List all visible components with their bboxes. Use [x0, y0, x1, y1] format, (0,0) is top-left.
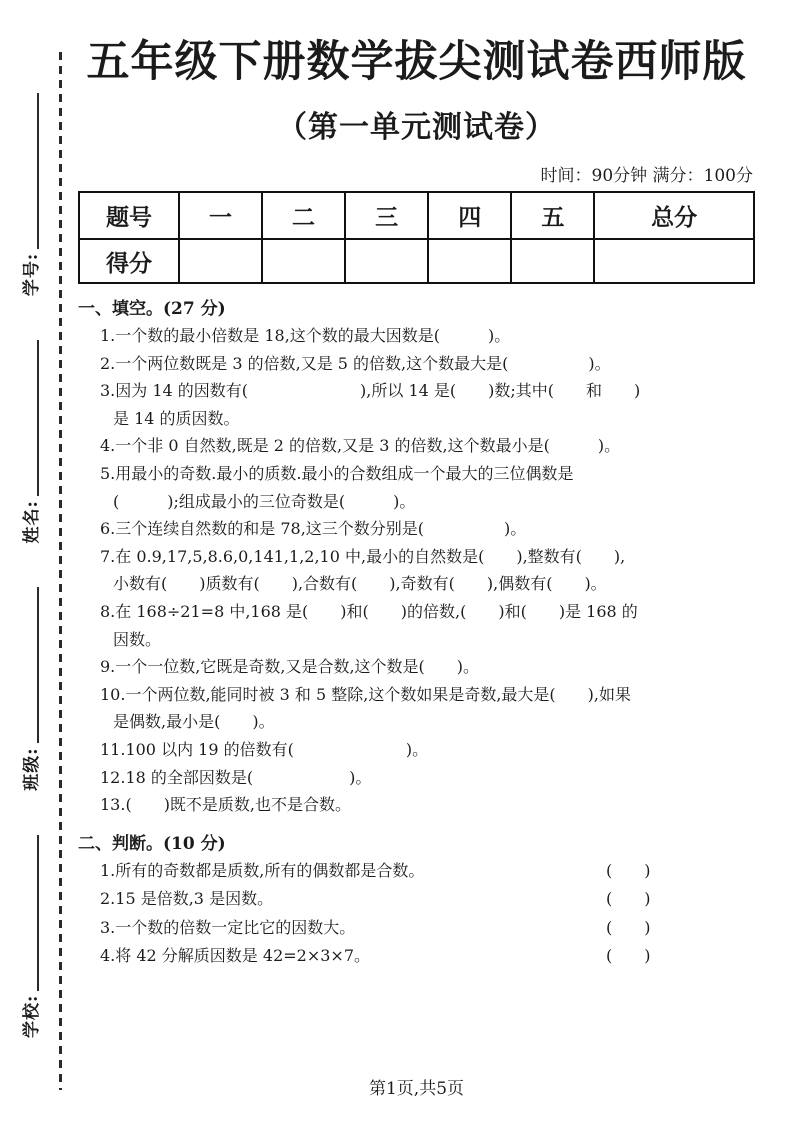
col-header-5: 五: [511, 192, 594, 239]
fill-question-5-cont: ( );组成最小的三位奇数是( )。: [113, 491, 416, 511]
score-table-score-row: [79, 239, 754, 283]
paper-subtitle: （第一单元测试卷）: [277, 110, 556, 145]
fill-question-1: 1.一个数的最小倍数是 18,这个数的最大因数是( )。: [100, 326, 511, 345]
fill-question-8-cont: 因数。: [113, 629, 162, 649]
fill-question-3-cont: 是 14 的质因数。: [113, 408, 240, 428]
fill-question-8: 8.在 168÷21=8 中,168 是( )和( )的倍数,( )和( )是 168 的: [100, 601, 638, 621]
class-label: 班级:: [21, 747, 42, 791]
name-label: 姓名:: [21, 500, 42, 544]
fill-question-3: 3.因为 14 的因数有( ),所以 14 是( )数;其中( 和 ): [100, 381, 641, 401]
school-fill-line: [37, 835, 39, 991]
judge-question-3: [100, 914, 755, 942]
fill-question-7-cont: 小数有( )质数有( ),合数有( ),奇数有( ),偶数有( )。: [113, 574, 607, 594]
judge-question-1: [100, 857, 755, 885]
section-fill-questions: [100, 322, 755, 819]
col-header-4: 四: [428, 192, 511, 239]
fill-question-10-cont: 是偶数,最小是( )。: [113, 712, 275, 732]
score-cell-4: [428, 239, 511, 283]
judge-question-2-answer-blank: ( ): [606, 889, 651, 909]
judge-question-3-answer-blank: ( ): [606, 917, 651, 937]
section-judge-heading: 二、判断。(10 分): [78, 833, 226, 854]
score-table-header-row: [79, 192, 754, 239]
fill-question-6: 6.三个连续自然数的和是 78,这三个数分别是( )。: [100, 519, 527, 539]
score-cell-3: [345, 239, 428, 283]
fill-question-5: 5.用最小的奇数.最小的质数.最小的合数组成一个最大的三位偶数是: [100, 463, 574, 483]
student-number-fill-line: [37, 93, 39, 249]
score-cell-5: [511, 239, 594, 283]
score-row-label: 得分: [79, 239, 179, 283]
judge-question-4-text: 4.将 42 分解质因数是 42=2×3×7。: [100, 945, 371, 965]
judge-question-2: [100, 885, 755, 913]
student-number-label: 学号:: [21, 252, 42, 297]
score-cell-1: [179, 239, 262, 283]
judge-question-1-answer-blank: ( ): [606, 860, 651, 880]
class-fill-line: [37, 587, 39, 743]
page-number-footer: 第1页,共5页: [368, 1079, 465, 1099]
col-header-total: 总分: [594, 192, 754, 239]
student-number-field: [17, 93, 42, 296]
score-cell-2: [262, 239, 345, 283]
name-fill-line: [37, 340, 39, 496]
judge-question-4: [100, 942, 755, 970]
paper-body: [78, 0, 755, 970]
question-number-header: 题号: [79, 192, 179, 239]
score-cell-total: [594, 239, 754, 283]
paper-title: 五年级下册数学拔尖测试卷西师版: [86, 37, 747, 87]
col-header-3: 三: [345, 192, 428, 239]
judge-question-1-text: 1.所有的奇数都是质数,所有的偶数都是合数。: [100, 860, 425, 880]
score-table: [78, 191, 755, 284]
name-field: [17, 340, 42, 543]
fill-question-2: 2.一个两位数既是 3 的倍数,又是 5 的倍数,这个数最大是( )。: [100, 353, 611, 373]
judge-question-4-answer-blank: ( ): [606, 945, 651, 965]
section-judge-questions: [100, 857, 755, 971]
judge-question-3-text: 3.一个数的倍数一定比它的因数大。: [100, 917, 356, 937]
fill-question-7: 7.在 0.9,17,5,8.6,0,141,1,2,10 中,最小的自然数是( ),整数有( ),: [100, 546, 626, 566]
fill-question-9: 9.一个一位数,它既是奇数,又是合数,这个数是( )。: [100, 657, 480, 677]
fill-question-4: 4.一个非 0 自然数,既是 2 的倍数,又是 3 的倍数,这个数最小是( )。: [100, 436, 621, 456]
fill-question-11: 11.100 以内 19 的倍数有( )。: [100, 739, 429, 759]
school-label: 学校:: [21, 994, 42, 1038]
time-and-score-info: 时间：90分钟 满分：100分: [540, 166, 753, 186]
fill-question-10: 10.一个两位数,能同时被 3 和 5 整除,这个数如果是奇数,最大是( ),如果: [100, 684, 631, 704]
dashed-divider-line: [59, 52, 62, 1090]
judge-question-2-text: 2.15 是倍数,3 是因数。: [100, 889, 274, 909]
fill-question-12: 12.18 的全部因数是( )。: [100, 767, 372, 787]
student-info-strip: [6, 50, 52, 1090]
fill-question-13: 13.( )既不是质数,也不是合数。: [100, 795, 352, 815]
col-header-1: 一: [179, 192, 262, 239]
class-field: [17, 587, 42, 790]
col-header-2: 二: [262, 192, 345, 239]
school-field: [17, 835, 42, 1038]
section-fill-heading: 一、填空。(27 分): [78, 299, 226, 319]
